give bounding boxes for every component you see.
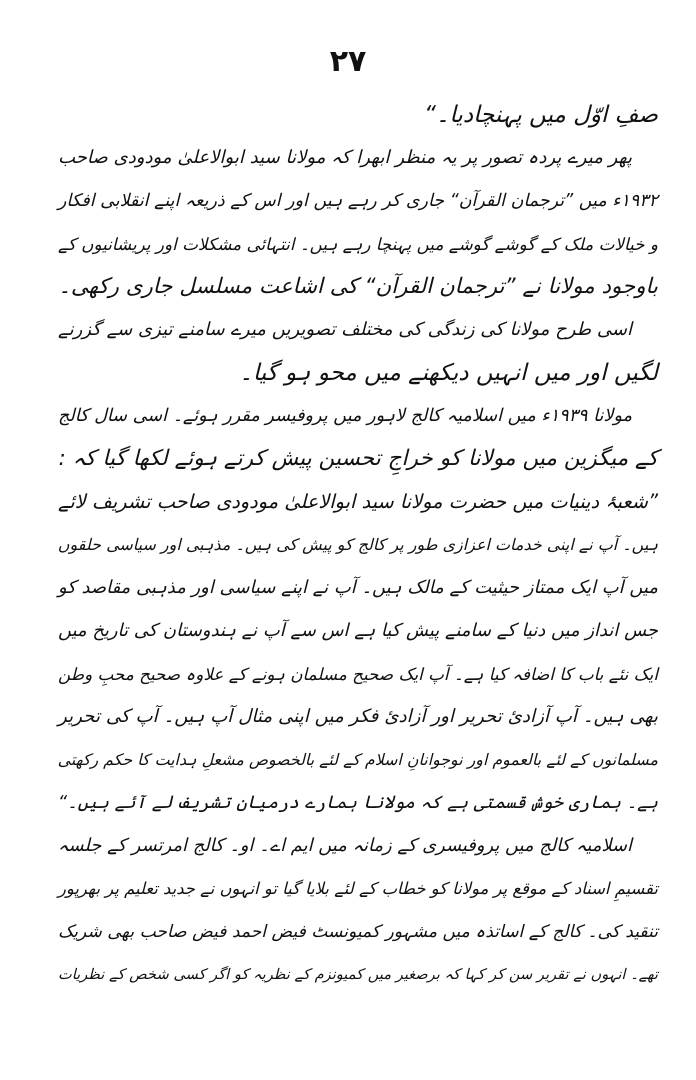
text-line: اسی طرح مولانا کی زندگی کی مختلف تصویریں میرے سامنے تیزی سے گزرنے xyxy=(58,319,632,340)
text-line: باوجود مولانا نے ”ترجمان القرآن“ کی اشاعت مسلسل جاری رکھی۔ xyxy=(58,274,658,299)
text-line: تقسیمِ اسناد کے موقع پر مولانا کو خطاب کے لئے بلایا گیا تو انہوں نے جدید تعلیم پر بھرپور xyxy=(58,879,658,898)
text-line: ایک نئے باب کا اضافہ کیا ہے۔ آپ ایک صحیح مسلمان ہونے کے علاوہ صحیح محبِ وطن xyxy=(58,664,658,684)
text-line: تھے۔ انہوں نے تقریر سن کر کہا کہ برصغیر میں کمیونزم کے نظریہ کو اگر کسی شخص کے نظریات xyxy=(58,966,658,983)
text-line: صفِ اوّل میں پہنچادیا۔“ xyxy=(424,102,658,128)
text-line: تنقید کی۔ کالج کے اساتذہ میں مشہور کمیونسٹ فیض احمد فیض صاحب بھی شریک xyxy=(58,922,658,942)
text-line: مسلمانوں کے لئے بالعموم اور نوجوانانِ اسلام کے لئے بالخصوص مشعلِ ہدایت کا حکم رکھتی xyxy=(57,750,658,769)
text-line: و خیالات ملک کے گوشے گوشے میں پہنچا رہے ہیں۔ انتہائی مشکلات اور پریشانیوں کے xyxy=(58,234,658,254)
text-line: پھر میرے پردہ تصور پر یہ منظر ابھرا کہ مولانا سید ابوالاعلیٰ مودودی صاحب xyxy=(58,147,632,168)
text-line: ۱۹۳۲ء میں ”ترجمان القرآن“ جاری کر رہے ہیں اور اس کے ذریعہ اپنے انقلابی افکار xyxy=(58,191,658,211)
text-line: میں آپ ایک ممتاز حیثیت کے مالک ہیں۔ آپ نے اپنے سیاسی اور مذہبی مقاصد کو xyxy=(58,577,658,598)
text-line: اسلامیہ کالج میں پروفیسری کے زمانہ میں ایم اے۔ او۔ کالج امرتسر کے جلسہ xyxy=(58,835,632,856)
text-line: لگیں اور میں انہیں دیکھنے میں محو ہو گیا۔ xyxy=(239,360,658,386)
text-line: ”شعبۂ دینیات میں حضرت مولانا سید ابوالاعلیٰ مودودی صاحب تشریف لائے xyxy=(58,490,658,513)
text-line: ہیں۔ آپ نے اپنی خدمات اعزازی طور پر کالج کو پیش کی ہیں۔ مذہبی اور سیاسی حلقوں xyxy=(57,535,658,554)
text-line: ہے۔ ہماری خوش قسمتی ہے کہ مولانا ہمارے درمیان تشریف لے آئے ہیں۔“ xyxy=(57,792,658,813)
text-line: بھی ہیں۔ آپ آزادئ تحریر اور آزادئ فکر میں اپنی مثال آپ ہیں۔ آپ کی تحریر xyxy=(58,706,658,727)
text-line: مولانا ۱۹۳۹ء میں اسلامیہ کالج لاہور میں پروفیسر مقرر ہوئے۔ اسی سال کالج xyxy=(58,406,632,426)
text-line: کے میگزین میں مولانا کو خراجِ تحسین پیش کرتے ہوئے لکھا گیا کہ : xyxy=(58,446,658,471)
text-line: جس انداز میں دنیا کے سامنے پیش کیا ہے اس سے آپ نے ہندوستان کی تاریخ میں xyxy=(58,620,658,641)
page-number: ۲۷ xyxy=(329,44,367,79)
